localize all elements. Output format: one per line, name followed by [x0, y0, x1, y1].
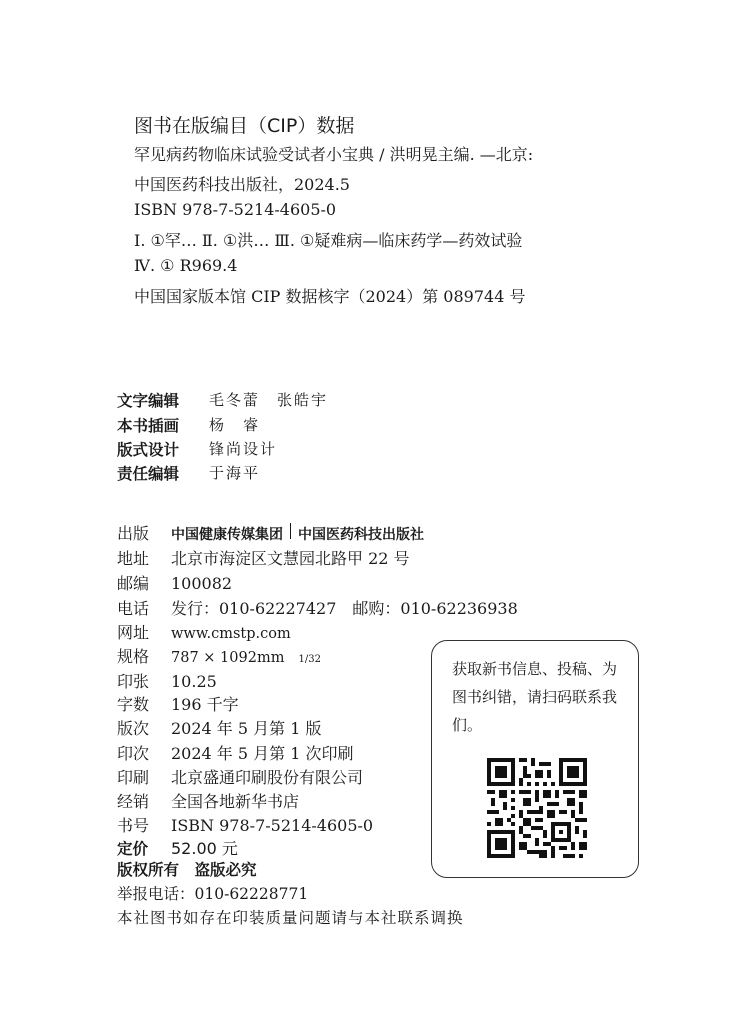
distributor-row	[117, 789, 299, 812]
editor-row	[117, 438, 277, 460]
cip-line: 中国医药科技出版社，2024.5	[134, 175, 350, 194]
price-label: 定价	[117, 840, 149, 858]
sheets-row	[117, 669, 217, 692]
website-row	[117, 620, 291, 643]
editor-label: 版式设计	[117, 441, 180, 459]
format-row	[117, 644, 321, 667]
editor-row	[117, 414, 260, 436]
editor-value: 毛冬蕾 张皓宇	[209, 391, 329, 409]
publisher-name: 中国医药科技出版社	[298, 527, 424, 543]
format-fraction-denominator: 32	[308, 654, 321, 665]
cip-line: Ⅰ. ①罕… Ⅱ. ①洪… Ⅲ. ①疑难病—临床药学—药效试验	[134, 231, 523, 250]
isbn-row	[117, 813, 373, 836]
qr-notice-box	[431, 640, 639, 878]
distributor-value: 全国各地新华书店	[171, 792, 300, 811]
isbn-label: 书号	[117, 816, 150, 835]
phone-label: 电话	[117, 599, 150, 618]
report-phone: 举报电话：010-62228771	[117, 885, 309, 903]
qr-code-icon[interactable]	[487, 758, 587, 858]
editor-row	[117, 389, 328, 411]
isbn-value: ISBN 978-7-5214-4605-0	[171, 816, 374, 835]
editor-label: 本书插画	[117, 417, 180, 435]
distributor-label: 经销	[117, 792, 150, 811]
address-value: 北京市海淀区文慧园北路甲 22 号	[171, 549, 410, 568]
editor-value: 杨 睿	[209, 416, 261, 434]
editor-row	[117, 462, 260, 484]
quality-notice: 本社图书如存在印装质量问题请与本社联系调换	[117, 909, 464, 927]
postcode-row	[117, 571, 232, 594]
qr-notice-text: 获取新书信息、投稿、为图书纠错，请扫码联系我们。	[452, 660, 618, 734]
cip-line: Ⅳ. ① R969.4	[134, 256, 238, 275]
cip-line: ISBN 978-7-5214-4605-0	[134, 200, 337, 219]
edition-row	[117, 716, 322, 739]
sheets-value: 10.25	[171, 672, 217, 691]
printing-row	[117, 741, 354, 764]
postcode-label: 邮编	[117, 574, 150, 593]
printer-label: 印刷	[117, 768, 150, 787]
phone-row	[117, 596, 518, 619]
phone-value: 发行：010-62227427 邮购：010-62236938	[171, 599, 518, 618]
editor-label: 文字编辑	[117, 392, 180, 410]
printer-row	[117, 765, 363, 788]
format-label: 规格	[117, 647, 150, 666]
words-row	[117, 692, 239, 715]
editor-value: 于海平	[209, 464, 261, 482]
website-label: 网址	[117, 623, 150, 642]
printer-value: 北京盛通印刷股份有限公司	[171, 768, 364, 787]
cip-title: 图书在版编目（CIP）数据	[134, 115, 355, 137]
publisher-row	[117, 521, 424, 544]
fraction-slash: /	[304, 654, 309, 665]
format-fraction-numerator: 1	[298, 654, 305, 665]
cip-line: 罕见病药物临床试验受试者小宝典 / 洪明晃主编. —北京:	[134, 145, 534, 164]
sheets-label: 印张	[117, 672, 150, 691]
separator	[290, 523, 291, 539]
website-value[interactable]: www.cmstp.com	[171, 626, 291, 642]
words-value: 196 千字	[171, 695, 239, 714]
copyright-notice: 版权所有 盗版必究	[117, 861, 257, 879]
publisher-group: 中国健康传媒集团	[171, 527, 283, 543]
words-label: 字数	[117, 695, 150, 714]
price-value: 52.00 元	[171, 839, 238, 858]
address-label: 地址	[117, 549, 150, 568]
publisher-label: 出版	[117, 524, 150, 543]
format-value: 787 × 1092mm	[171, 650, 285, 666]
cip-line: 中国国家版本馆 CIP 数据核字（2024）第 089744 号	[134, 287, 526, 306]
edition-value: 2024 年 5 月第 1 版	[171, 719, 322, 738]
price-row	[117, 836, 238, 859]
printing-label: 印次	[117, 744, 150, 763]
printing-value: 2024 年 5 月第 1 次印刷	[171, 744, 354, 763]
editor-value: 锋尚设计	[209, 440, 278, 458]
postcode-value: 100082	[171, 574, 233, 593]
editor-label: 责任编辑	[117, 465, 180, 483]
edition-label: 版次	[117, 719, 150, 738]
address-row	[117, 546, 410, 569]
